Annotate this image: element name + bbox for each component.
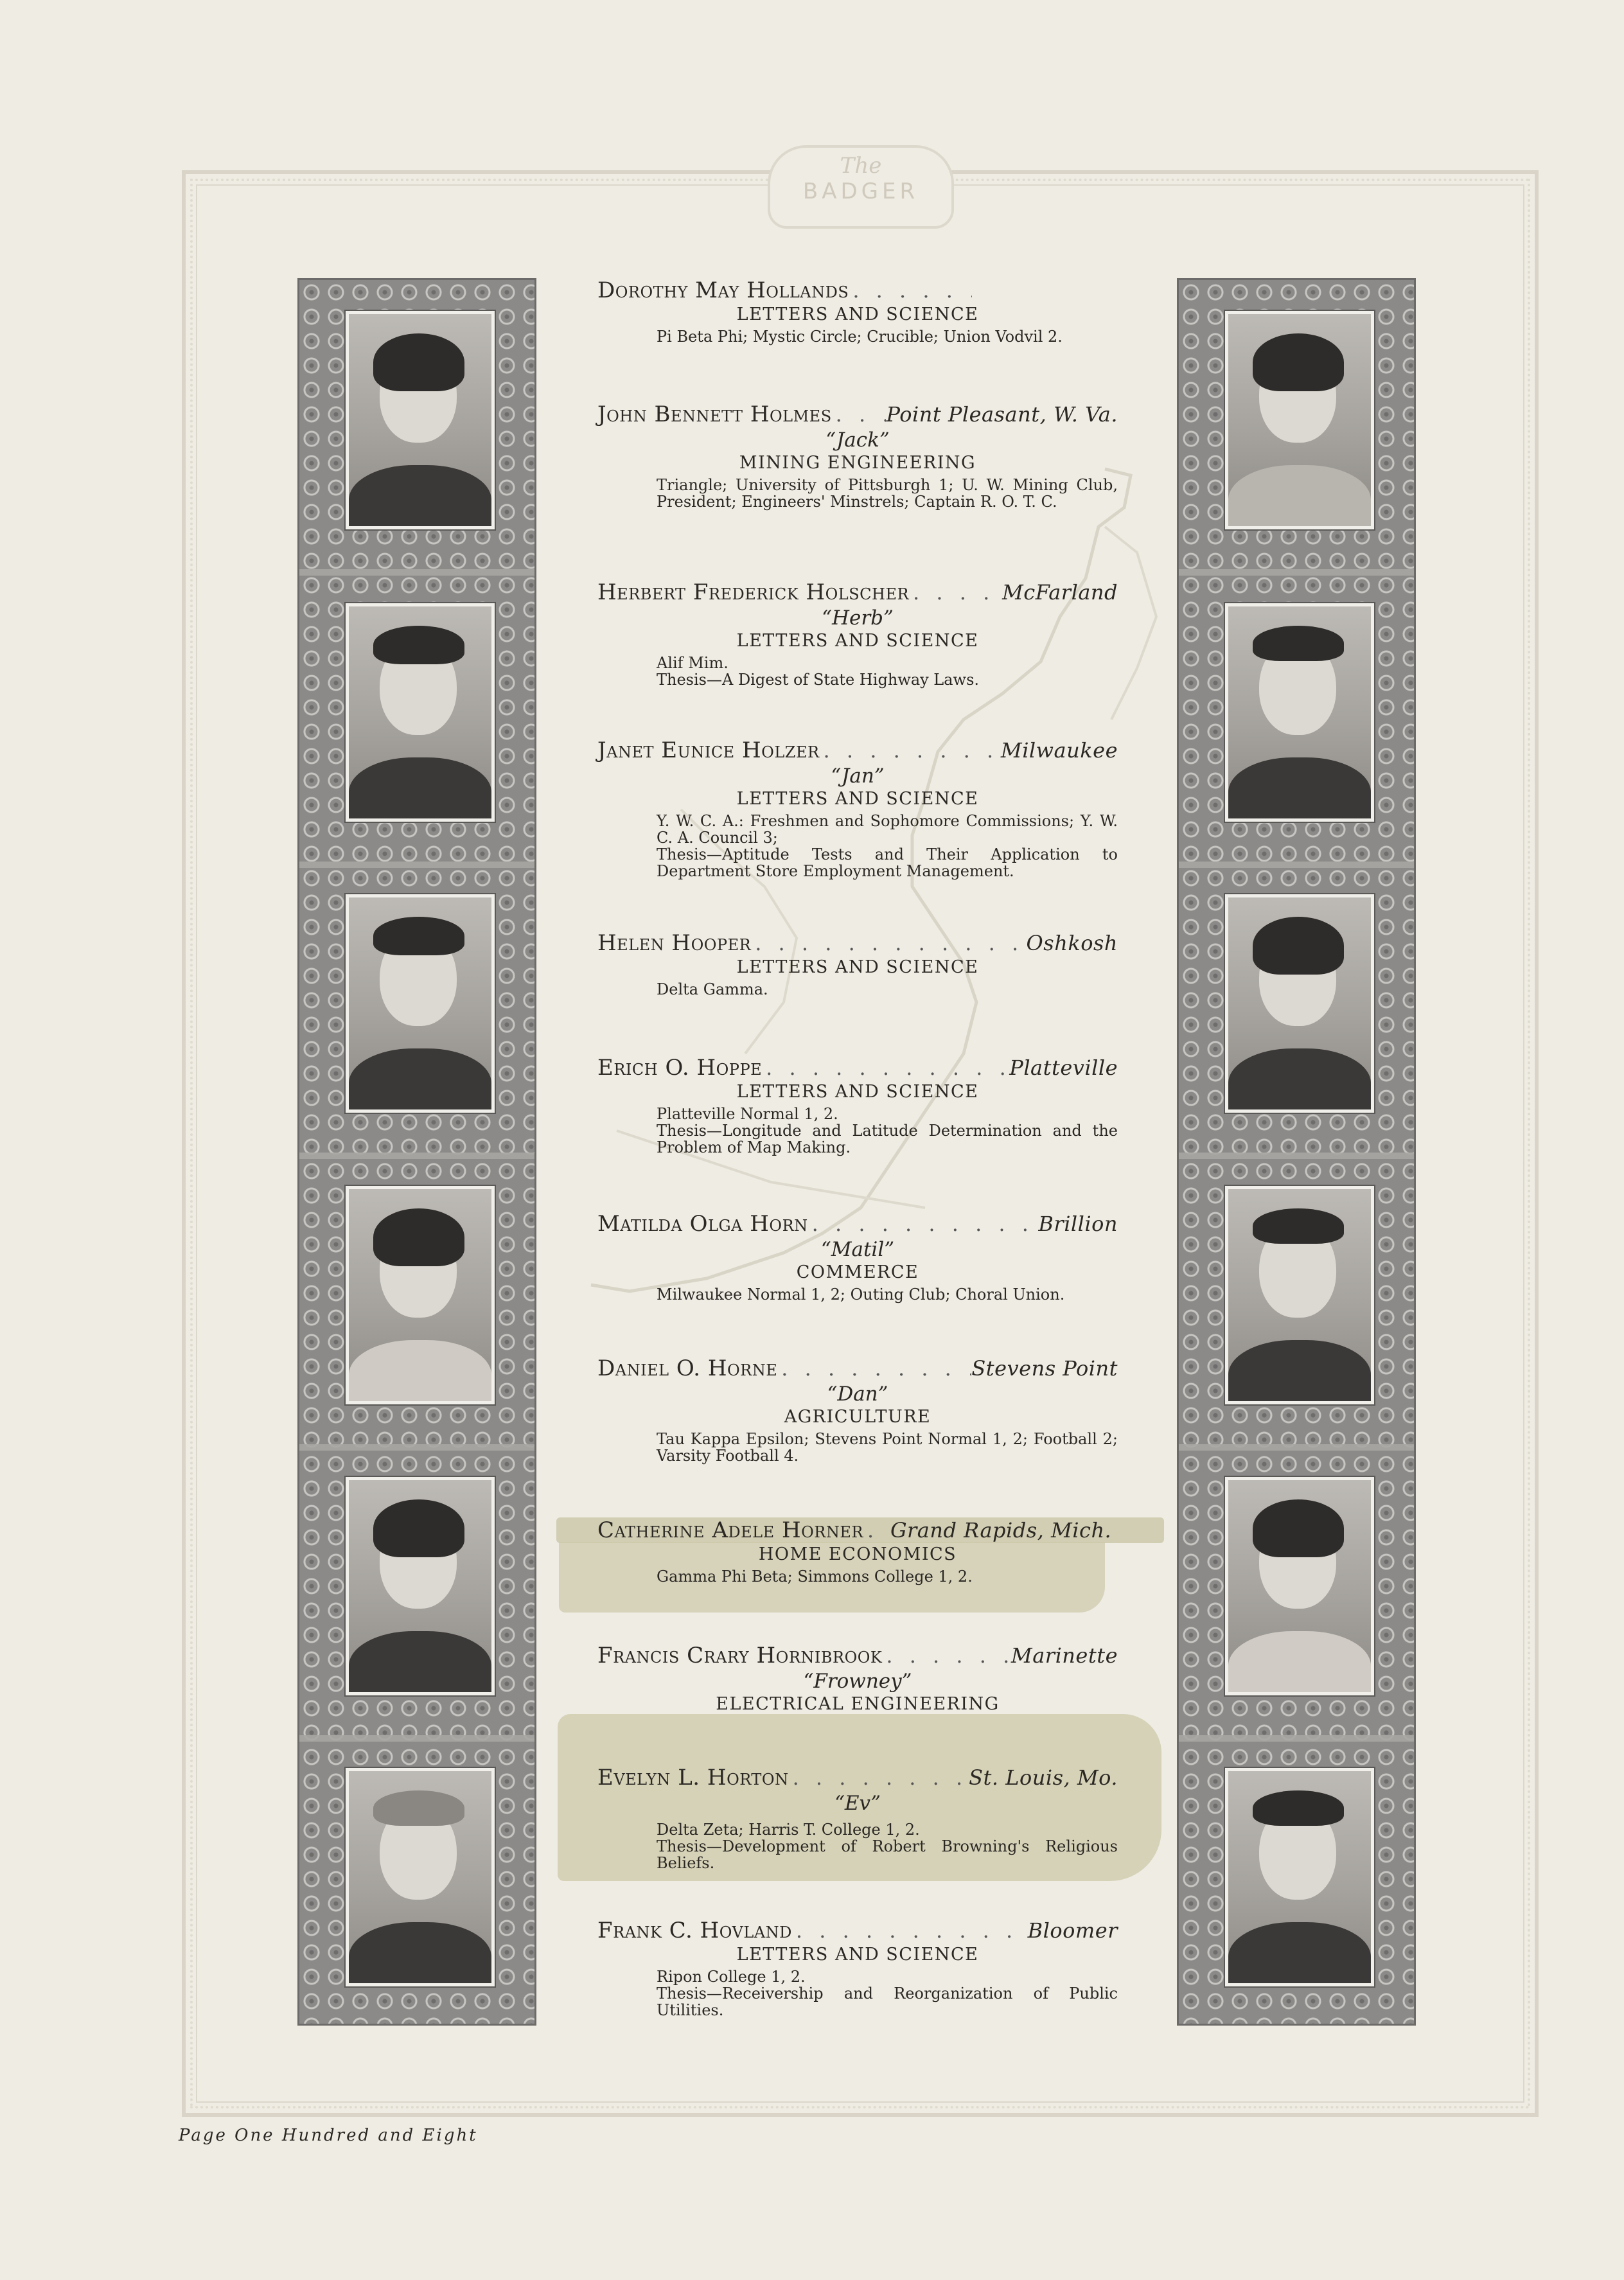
student-hometown: Platteville: [1009, 1056, 1118, 1080]
student-nickname: “Ev”: [834, 1792, 881, 1815]
student-entry: [597, 1055, 1118, 1156]
portrait-photo: [346, 1477, 495, 1695]
portrait-photo: [1225, 1477, 1374, 1695]
student-hometown: Oshkosh: [1026, 931, 1118, 955]
crest-name: BADGER: [802, 179, 919, 204]
student-nickname: “Herb”: [822, 606, 894, 630]
photo-cell: [299, 863, 534, 1154]
student-department: HOME ECONOMICS: [758, 1544, 957, 1564]
student-hometown: Bloomer: [1027, 1918, 1118, 1943]
student-name: Helen Hooper: [597, 930, 752, 956]
student-activities: Y. W. C. A.: Freshmen and Sophomore Commissions; Y. W. C. A. Council 3; Thesis—Aptitude Tests and Their Application to Department Store Employment Management.: [657, 812, 1118, 880]
student-name: Catherine Adele Horner: [597, 1517, 863, 1543]
portrait-photo: [1225, 1186, 1374, 1404]
student-activities: Delta Gamma.: [657, 980, 768, 998]
student-name: Frank C. Hovland: [597, 1918, 792, 1943]
portrait-photo: [346, 311, 495, 529]
photo-cell: [1179, 572, 1414, 863]
student-activities: Alif Mim. Thesis—A Digest of State Highway Laws.: [657, 654, 980, 689]
student-entry: [597, 1643, 1118, 1714]
student-nickname: “Dan”: [827, 1383, 888, 1406]
student-entry: [597, 738, 1118, 879]
student-hometown: Milwaukee: [1000, 738, 1118, 763]
portrait-photo: [346, 603, 495, 822]
student-activities: Ripon College 1, 2. Thesis—Receivership and Reorganization of Public Utilities.: [657, 1968, 1118, 2019]
student-name: Herbert Frederick Holscher: [597, 579, 910, 605]
student-entry: [597, 1765, 1118, 1871]
photo-cell: [1179, 1446, 1414, 1737]
student-department: AGRICULTURE: [784, 1407, 931, 1427]
student-activities: Milwaukee Normal 1, 2; Outing Club; Choral Union.: [657, 1286, 1065, 1303]
student-department: MINING ENGINEERING: [739, 453, 976, 473]
student-department: LETTERS AND SCIENCE: [736, 631, 979, 651]
student-entry: [597, 1356, 1118, 1464]
portrait-photo: [346, 1768, 495, 1986]
student-activities: Triangle; University of Pittsburgh 1; U. W. Mining Club, President; Engineers' Minstrels; Captain R. O. T. C.: [657, 476, 1118, 511]
portrait-photo: [1225, 603, 1374, 822]
student-activities: Pi Beta Phi; Mystic Circle; Crucible; Union Vodvil 2.: [657, 328, 1063, 346]
photo-cell: [299, 1737, 534, 2028]
student-entry: [597, 1918, 1118, 2019]
photo-cell: [299, 280, 534, 570]
student-activities: Tau Kappa Epsilon; Stevens Point Normal 1, 2; Football 2; Varsity Football 4.: [657, 1430, 1118, 1465]
student-hometown: Point Pleasant, W. Va.: [886, 402, 1118, 427]
student-entry: [597, 1517, 1118, 1585]
student-name: Erich O. Hoppe: [597, 1055, 763, 1081]
student-department: LETTERS AND SCIENCE: [736, 1082, 979, 1102]
student-name: John Bennett Holmes: [597, 402, 832, 427]
student-hometown: Brillion: [1038, 1212, 1118, 1236]
photo-cell: [299, 1446, 534, 1737]
student-nickname: “Matil”: [820, 1238, 895, 1261]
student-name: Janet Eunice Holzer: [597, 738, 820, 763]
student-name: Francis Crary Hornibrook: [597, 1643, 883, 1668]
portrait-photo: [1225, 311, 1374, 529]
portrait-photo: [1225, 1768, 1374, 1986]
student-department: LETTERS AND SCIENCE: [736, 1945, 979, 1965]
student-activities: Platteville Normal 1, 2. Thesis—Longitude and Latitude Determination and the Problem of Map Making.: [657, 1105, 1118, 1156]
photo-cell: [1179, 863, 1414, 1154]
student-entry: [597, 930, 1118, 998]
student-name: Evelyn L. Horton: [597, 1765, 789, 1790]
student-entry: [597, 579, 1118, 688]
student-hometown: Grand Rapids, Mich.: [890, 1518, 1112, 1542]
student-department: ELECTRICAL ENGINEERING: [716, 1694, 1000, 1714]
student-entry: [597, 1211, 1118, 1303]
student-department: LETTERS AND SCIENCE: [736, 305, 979, 324]
student-department: COMMERCE: [796, 1262, 919, 1282]
student-name: Dorothy May Hollands: [597, 278, 849, 303]
student-hometown: Marinette: [1011, 1643, 1118, 1668]
student-nickname: “Frowney”: [803, 1670, 912, 1693]
student-activities: Gamma Phi Beta; Simmons College 1, 2.: [657, 1568, 973, 1586]
photo-cell: [1179, 1737, 1414, 2028]
portrait-photo: [1225, 894, 1374, 1113]
portrait-photo: [346, 894, 495, 1113]
student-name: Matilda Olga Horn: [597, 1211, 808, 1237]
student-hometown: McFarland: [1002, 580, 1118, 605]
left-photo-column: [297, 278, 536, 2026]
crest-the: The: [840, 153, 882, 179]
student-nickname: “Jack”: [825, 429, 890, 452]
photo-cell: [1179, 1155, 1414, 1445]
student-entry: [597, 278, 1118, 345]
right-photo-column: [1177, 278, 1416, 2026]
badger-crest: [768, 145, 954, 229]
student-hometown: St. Louis, Mo.: [969, 1765, 1118, 1790]
photo-cell: [299, 572, 534, 863]
student-activities: Delta Zeta; Harris T. College 1, 2. Thesis—Development of Robert Browning's Religious Beliefs.: [657, 1821, 1118, 1872]
student-hometown: Stevens Point: [971, 1356, 1118, 1381]
student-department: LETTERS AND SCIENCE: [736, 957, 979, 977]
student-department: LETTERS AND SCIENCE: [736, 789, 979, 809]
page-number-footer: Page One Hundred and Eight: [179, 2126, 478, 2145]
student-nickname: “Jan”: [831, 764, 885, 788]
photo-cell: [1179, 280, 1414, 570]
student-name: Daniel O. Horne: [597, 1356, 778, 1381]
photo-cell: [299, 1155, 534, 1445]
student-entry: [597, 402, 1118, 510]
portrait-photo: [346, 1186, 495, 1404]
